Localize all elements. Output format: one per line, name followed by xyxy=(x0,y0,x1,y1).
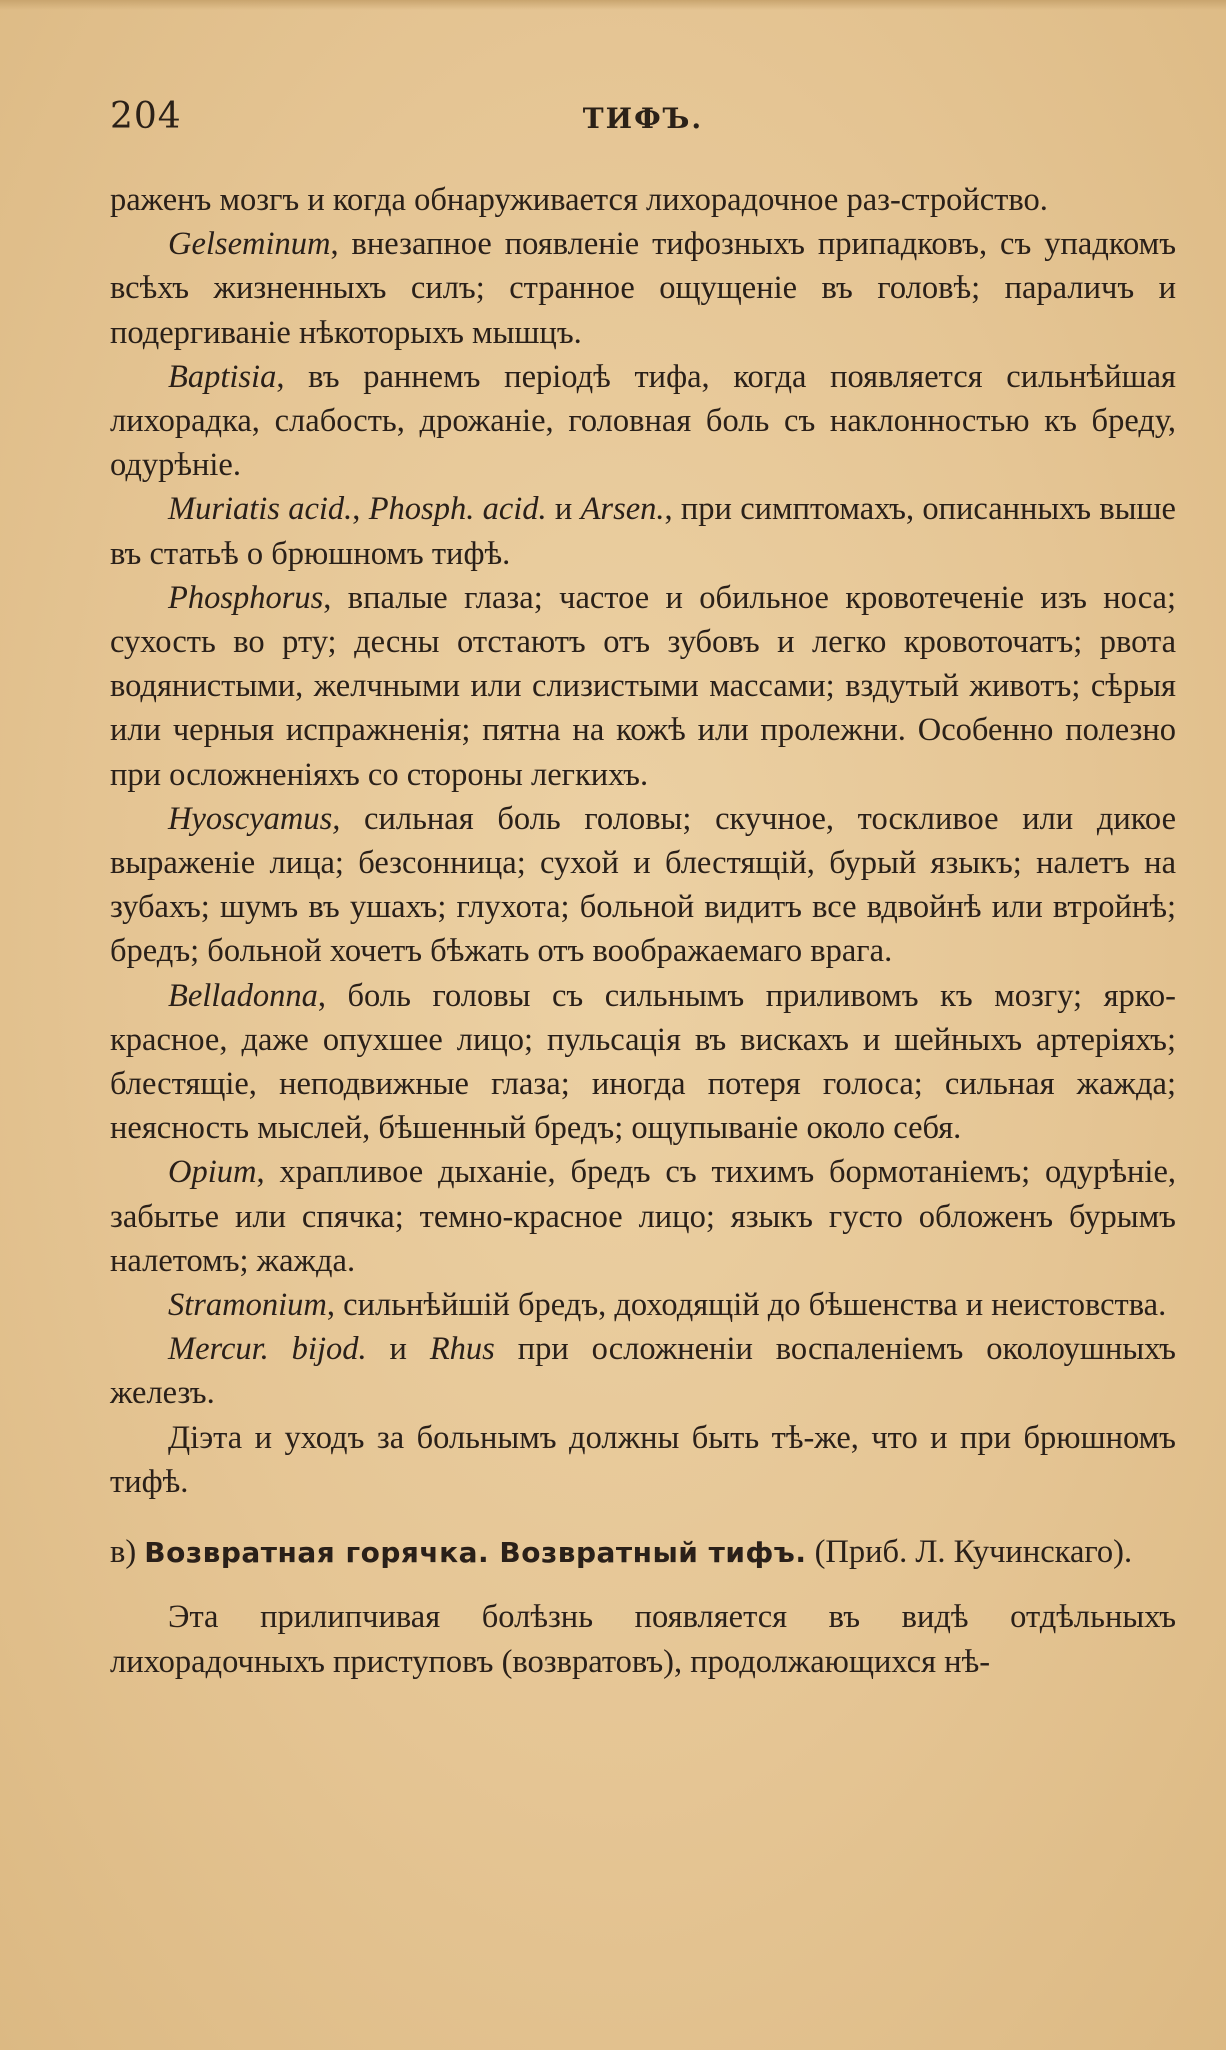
paragraph-gelseminum xyxy=(110,222,1176,355)
paragraph-relapsing-fever xyxy=(110,1595,1176,1683)
running-head: ТИФЪ. xyxy=(582,102,704,135)
remedy-name: Baptisia xyxy=(168,358,277,395)
remedy-name: Mercur. bijod. xyxy=(168,1331,367,1368)
paragraph-text: Эта прилипчивая болѣзнь появляется въ видѣ отдѣльныхъ лихорадочныхъ приступовъ (возвратовъ), продолжающихся нѣ- xyxy=(110,1599,1176,1680)
paragraph-opium xyxy=(110,1150,1176,1283)
paragraph-baptisia xyxy=(110,355,1176,488)
paragraph-muriatis-phosph-arsen xyxy=(110,487,1176,575)
paragraph-text: , при симптомахъ, описанныхъ выше въ статьѣ о брюшномъ тифѣ. xyxy=(110,491,1176,572)
section-attribution: (Приб. Л. Кучинскаго). xyxy=(814,1534,1133,1571)
section-heading xyxy=(110,1530,1176,1575)
page-number: 204 xyxy=(110,96,182,137)
remedy-name: Arsen. xyxy=(580,491,665,528)
section-letter: в) xyxy=(110,1534,137,1571)
paragraph-text: , внезапное появленіе тифозныхъ припадковъ, съ упадкомъ всѣхъ жизненныхъ силъ; странное ощущеніе въ головѣ; параличъ и подергиваніе нѣкоторыхъ мышцъ. xyxy=(110,226,1176,351)
paragraph-hyoscyamus xyxy=(110,797,1176,974)
paragraph-phosphorus xyxy=(110,576,1176,797)
remedy-separator: и xyxy=(546,491,581,528)
paragraph-text: , храпливое дыханіе, бредъ съ тихимъ бормотаніемъ; одурѣніе, забытье или спячка; темно-красное лицо; языкъ густо обложенъ бурымъ налетомъ; жажда. xyxy=(110,1154,1176,1279)
paragraph-text: , въ раннемъ періодѣ тифа, когда появляется сильнѣйшая лихорадка, слабость, дрожаніе, головная боль съ наклонностью къ бреду, одурѣніе. xyxy=(110,358,1176,484)
remedy-name: Muriatis acid. xyxy=(168,491,353,528)
remedy-name: Belladonna xyxy=(168,977,318,1014)
remedy-separator: , xyxy=(352,491,369,528)
remedy-name: Phosph. acid. xyxy=(368,491,547,528)
paragraph-text: при осложненіи воспаленіемъ околоушныхъ железъ. xyxy=(110,1331,1176,1412)
paragraph-mercur-rhus xyxy=(110,1327,1176,1415)
paragraph-belladonna xyxy=(110,974,1176,1151)
paragraph-text: Діэта и уходъ за больнымъ должны быть тѣ-же, что и при брюшномъ тифѣ. xyxy=(110,1419,1176,1500)
body-text xyxy=(110,178,1176,1684)
paragraph-text: , сильнѣйшій бредъ, доходящій до бѣшенства и неистовства. xyxy=(326,1287,1167,1324)
paragraph-text: раженъ мозгъ и когда обнаруживается лихорадочное раз-стройство. xyxy=(110,182,1048,218)
remedy-name: Stramonium xyxy=(168,1287,327,1324)
section-title: Возвратная горячка. Возвратный тифъ. xyxy=(144,1536,807,1570)
remedy-name: Rhus xyxy=(429,1331,495,1368)
paragraph-stramonium xyxy=(110,1283,1176,1327)
remedy-name: Gelseminum xyxy=(168,226,331,263)
remedy-name: Opium xyxy=(168,1154,257,1191)
paragraph-diet xyxy=(110,1416,1176,1504)
remedy-name: Hyoscyamus, xyxy=(168,800,341,837)
page-top-edge xyxy=(0,0,1226,10)
paragraph-text: , боль головы съ сильнымъ приливомъ къ мозгу; ярко-красное, даже опухшее лицо; пульсація въ вискахъ и шейныхъ артеріяхъ; блестящіе, неподвижные глаза; иногда потеря голоса; сильная жажда; неясность мыслей, бѣшенный бредъ; ощупываніе около себя. xyxy=(110,977,1176,1147)
paragraph-continuation xyxy=(110,178,1176,222)
remedy-name: Phosphorus xyxy=(168,579,324,616)
page-header xyxy=(110,96,1176,146)
remedy-separator: и xyxy=(366,1331,430,1368)
paragraph-text: , впалые глаза; частое и обильное кровотеченіе изъ носа; сухость во рту; десны отстаютъ отъ зубовъ и легко кровоточатъ; рвота водянистыми, желчными или слизистыми массами; вздутый животъ; сѣрыя или черныя испражненія; пятна на кожѣ или пролежни. Особенно полезно при осложненіяхъ со стороны легкихъ. xyxy=(110,579,1176,793)
paragraph-text: сильная боль головы; скучное, тоскливое или дикое выраженіе лица; безсонница; сухой и блестящій, бурый языкъ; налетъ на зубахъ; шумъ въ ушахъ; глухота; больной видитъ все вдвойнѣ или втройнѣ; бредъ; больной хочетъ бѣжать отъ воображаемаго врага. xyxy=(110,800,1176,970)
